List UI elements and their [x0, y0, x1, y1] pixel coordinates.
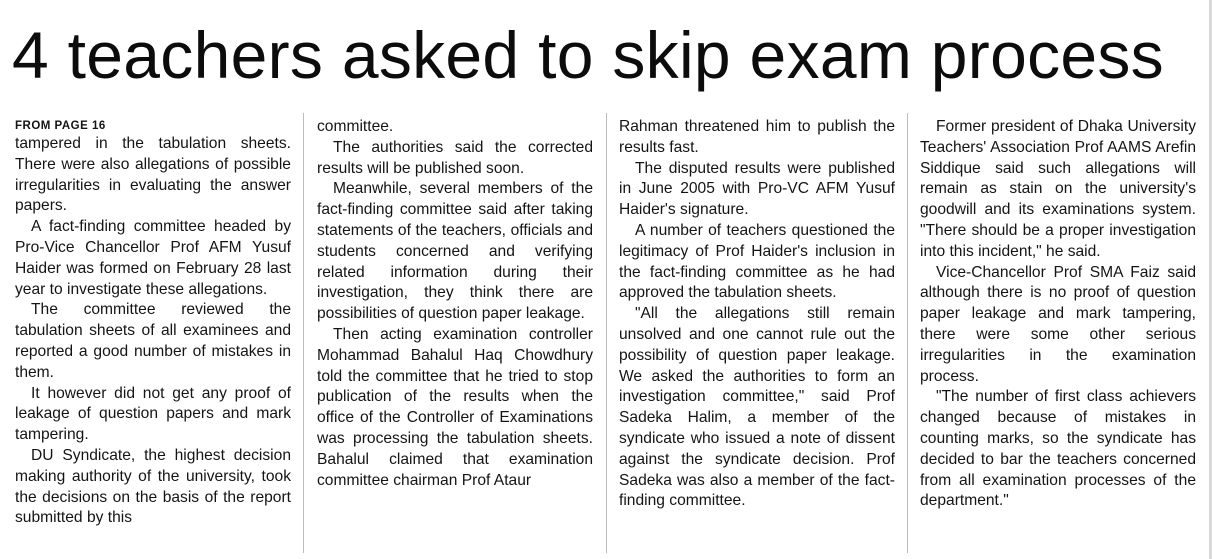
paragraph: Former president of Dhaka University Teachers' Association Prof AAMS Arefin Siddique said such allegations will remain as stain on the university's goodwill and its examinations system. "There should be a proper investigation into this incident," he said. — [920, 118, 1196, 260]
jump-line: FROM PAGE 16 — [15, 120, 106, 132]
paragraph: Meanwhile, several members of the fact-finding committee said after taking statements of the teachers, officials and students concerned and verifying related information during their investigation, they think there are possibilities of question paper leakage. — [317, 180, 593, 323]
paragraph: The disputed results were published in June 2005 with Pro-VC AFM Yusuf Haider's signature. — [619, 159, 895, 219]
paragraph: "The number of first class achievers changed because of mistakes in counting marks, so the syndicate has decided to bar the teachers concerned from all examination processes of the department." — [920, 388, 1196, 510]
paragraph: committee. — [317, 118, 394, 135]
column-divider — [907, 113, 908, 553]
paragraph: Then acting examination controller Mohammad Bahalul Haq Chowdhury told the committee that he tried to stop publication of the results when the office of the Controller of Examinations was processing the tabulation sheets. Bahalul claimed that examination committee chairman Prof Ataur — [317, 325, 593, 489]
paragraph: A fact-finding committee headed by Pro-Vice Chancellor Prof AFM Yusuf Haider was formed on February 28 last year to investigate these allegations. — [15, 218, 291, 298]
article-column-2 — [317, 117, 593, 491]
paragraph: "All the allegations still remain unsolved and one cannot rule out the possibility of question paper leakage. We asked the authorities to form an investigation committee," said Prof Sadeka Halim, a member of the syndicate who issued a note of dissent against the syndicate decision. Prof Sadeka was also a member of the fact-finding committee. — [619, 305, 895, 510]
article-column-4 — [920, 117, 1196, 512]
paragraph: The authorities said the corrected results will be published soon. — [317, 138, 593, 177]
paragraph: Vice-Chancellor Prof SMA Faiz said although there is no proof of question paper leakage and mark tampering, there were some other serious irregularities in the examination process. — [920, 263, 1196, 385]
paragraph: A number of teachers questioned the legitimacy of Prof Haider's inclusion in the fact-finding committee as he had approved the tabulation sheets. — [619, 221, 895, 302]
paragraph: Rahman threatened him to publish the results fast. — [619, 118, 895, 156]
article-column-1 — [15, 119, 291, 529]
column-divider — [303, 113, 304, 553]
paragraph: It however did not get any proof of leakage of question papers and mark tampering. — [15, 384, 291, 444]
paragraph: The committee reviewed the tabulation sheets of all examinees and reported a good number of mistakes in them. — [15, 301, 291, 381]
column-divider — [606, 113, 607, 553]
paragraph: tampered in the tabulation sheets. There were also allegations of possible irregularities in evaluating the answer papers. — [15, 135, 291, 215]
headline: 4 teachers asked to skip exam process — [12, 18, 1164, 92]
paragraph: DU Syndicate, the highest decision making authority of the university, took the decisions on the basis of the report submitted by this — [15, 446, 291, 527]
article-column-3 — [619, 117, 895, 512]
